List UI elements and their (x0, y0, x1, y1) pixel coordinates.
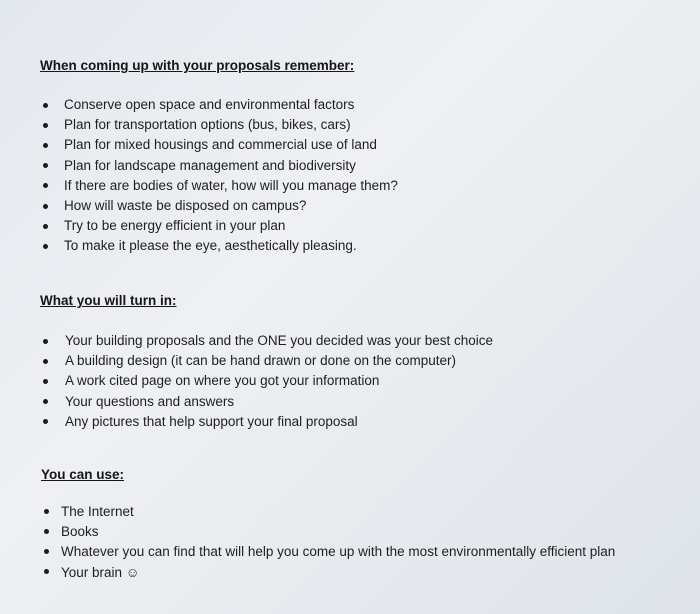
list-item (64, 156, 680, 176)
turn-in-section (40, 293, 680, 432)
bullet-icon (43, 244, 48, 249)
list-item-text: How will waste be disposed on campus? (64, 198, 307, 214)
can-use-heading: You can use: (41, 467, 125, 482)
can-use-list (41, 502, 681, 583)
list-item-text: Your brain ☺ (61, 564, 140, 580)
bullet-icon (44, 549, 49, 554)
list-item-text: Plan for landscape management and biodiversity (64, 157, 356, 173)
list-item-text: To make it please the eye, aesthetically pleasing. (64, 238, 357, 254)
list-item (65, 392, 680, 412)
bullet-icon (43, 204, 48, 209)
bullet-icon (43, 163, 48, 168)
list-item (64, 115, 680, 135)
turn-in-heading: What you will turn in: (40, 293, 177, 308)
list-item-text: A work cited page on where you got your information (65, 373, 380, 389)
list-item-text: Books (61, 524, 99, 540)
bullet-icon (43, 103, 48, 108)
bullet-icon (43, 419, 48, 424)
bullet-icon (43, 359, 48, 364)
list-item (64, 176, 680, 196)
list-item (65, 331, 680, 351)
list-item (61, 522, 681, 542)
list-item-text: A building design (it can be hand drawn or done on the computer) (65, 353, 457, 369)
list-item-text: Whatever you can find that will help you come up with the most environmentally efficient plan (61, 544, 616, 560)
list-item (61, 542, 631, 562)
list-item-text: If there are bodies of water, how will you manage them? (64, 177, 398, 193)
list-item-text: Any pictures that help support your final proposal (65, 413, 358, 429)
list-item-text: Conserve open space and environmental factors (64, 97, 355, 112)
bullet-icon (44, 569, 49, 574)
list-item (64, 216, 680, 236)
list-item-text: Plan for transportation options (bus, bikes, cars) (64, 117, 351, 133)
bullet-icon (43, 123, 48, 128)
list-item (64, 135, 680, 155)
list-item (64, 236, 680, 256)
remember-heading: When coming up with your proposals remember: (40, 58, 355, 73)
bullet-icon (43, 143, 48, 148)
list-item (65, 412, 680, 432)
can-use-section (41, 467, 681, 583)
list-item-text: Plan for mixed housings and commercial use of land (64, 137, 377, 153)
bullet-icon (43, 339, 48, 344)
list-item-text: Your building proposals and the ONE you decided was your best choice (65, 333, 494, 348)
list-item (65, 351, 680, 371)
bullet-icon (43, 183, 48, 188)
list-item (64, 196, 680, 216)
bullet-icon (44, 509, 49, 514)
turn-in-list (40, 331, 680, 432)
list-item-text: The Internet (61, 504, 134, 519)
bullet-icon (44, 529, 49, 534)
list-item (65, 371, 680, 391)
bullet-icon (43, 399, 48, 404)
list-item (64, 95, 680, 115)
bullet-icon (43, 379, 48, 384)
bullet-icon (43, 224, 48, 229)
remember-section (40, 58, 680, 257)
remember-list (40, 95, 680, 257)
list-item (61, 502, 681, 522)
list-item-text: Your questions and answers (65, 393, 235, 409)
list-item (61, 563, 681, 583)
list-item-text: Try to be energy efficient in your plan (64, 218, 286, 234)
